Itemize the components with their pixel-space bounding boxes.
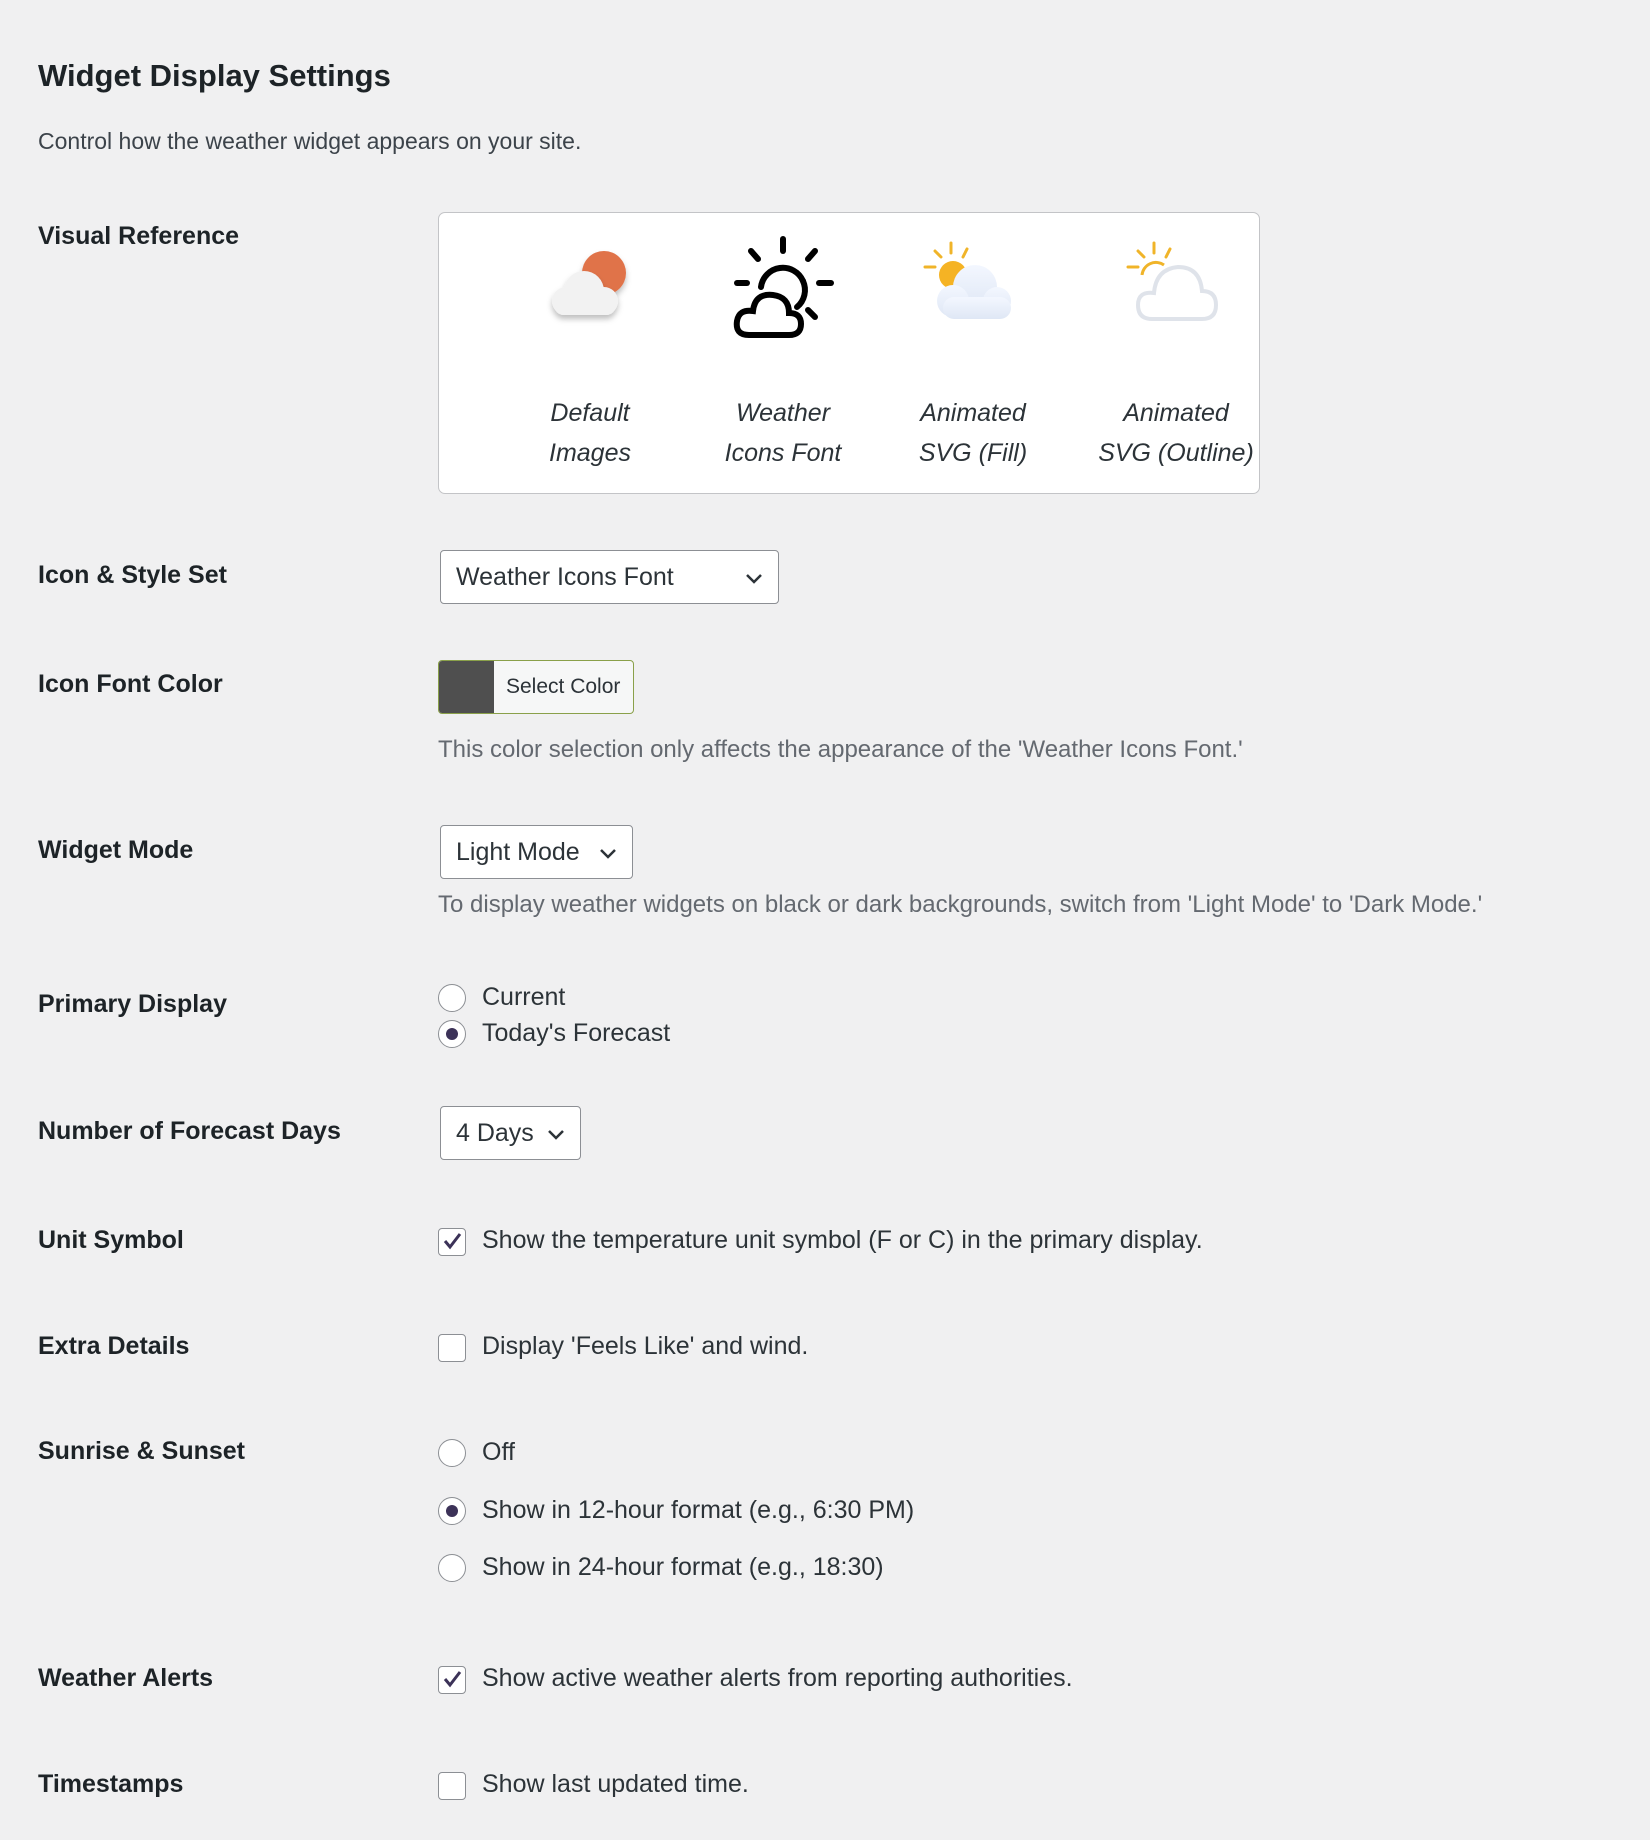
chevron-down-icon	[546, 1124, 566, 1144]
unit-symbol-text: Show the temperature unit symbol (F or C) in the primary display.	[482, 1226, 1203, 1254]
icon-style-set-value: Weather Icons Font	[456, 563, 674, 591]
weather-alerts-text: Show active weather alerts from reporting authorities.	[482, 1664, 1073, 1692]
select-color-button[interactable]	[438, 660, 634, 714]
radio-off-label: Off	[482, 1438, 515, 1466]
unit-symbol-label: Unit Symbol	[38, 1226, 184, 1254]
partly-cloudy-font-icon	[723, 235, 843, 345]
visual-reference-label: Visual Reference	[38, 222, 240, 250]
widget-mode-label: Widget Mode	[38, 836, 194, 864]
radio-off[interactable]	[438, 1439, 466, 1467]
checkmark-icon	[441, 1668, 463, 1690]
reference-caption-line1: Animated	[920, 399, 1026, 427]
weather-alerts-label: Weather Alerts	[38, 1664, 214, 1692]
icon-font-color-description: This color selection only affects the appearance of the 'Weather Icons Font.'	[438, 736, 1243, 763]
radio-current-label: Current	[482, 983, 566, 1011]
radio-12-hour[interactable]	[438, 1497, 466, 1525]
forecast-days-label: Number of Forecast Days	[38, 1117, 341, 1145]
widget-mode-value: Light Mode	[456, 838, 580, 866]
extra-details-label: Extra Details	[38, 1332, 190, 1360]
forecast-days-value: 4 Days	[456, 1119, 534, 1147]
color-swatch	[439, 661, 494, 713]
icon-style-set-label: Icon & Style Set	[38, 561, 227, 589]
reference-caption-line1: Weather	[735, 399, 831, 427]
page-intro: Control how the weather widget appears on your site.	[38, 128, 582, 154]
radio-todays-forecast-label: Today's Forecast	[482, 1019, 671, 1047]
radio-todays-forecast[interactable]	[438, 1020, 466, 1048]
icon-style-set-select[interactable]	[440, 550, 779, 604]
radio-24-hour-label: Show in 24-hour format (e.g., 18:30)	[482, 1553, 884, 1581]
timestamps-label: Timestamps	[38, 1770, 184, 1798]
visual-reference-panel	[438, 212, 1260, 494]
weather-alerts-checkbox[interactable]	[438, 1666, 466, 1694]
primary-display-label: Primary Display	[38, 990, 227, 1018]
extra-details-text: Display 'Feels Like' and wind.	[482, 1332, 809, 1360]
chevron-down-icon	[744, 568, 764, 588]
icon-font-color-label: Icon Font Color	[38, 670, 223, 698]
forecast-days-select[interactable]	[440, 1106, 581, 1160]
reference-caption-line2: Icons Font	[724, 439, 842, 467]
unit-symbol-checkbox[interactable]	[438, 1228, 466, 1256]
chevron-down-icon	[598, 843, 618, 863]
radio-24-hour[interactable]	[438, 1554, 466, 1582]
cloud-sun-outline-icon	[1116, 235, 1236, 335]
reference-caption-line2: Images	[549, 439, 631, 467]
cloud-sun-fill-icon	[913, 235, 1033, 335]
cloud-sun-image-icon	[530, 235, 650, 335]
select-color-label: Select Color	[506, 675, 621, 698]
extra-details-checkbox[interactable]	[438, 1334, 466, 1362]
widget-mode-description: To display weather widgets on black or dark backgrounds, switch from 'Light Mode' to 'Dark Mode.'	[438, 891, 1483, 918]
widget-mode-select[interactable]	[440, 825, 633, 879]
radio-12-hour-label: Show in 12-hour format (e.g., 6:30 PM)	[482, 1496, 915, 1524]
checkmark-icon	[441, 1230, 463, 1252]
reference-caption-line1: Default	[550, 399, 630, 427]
timestamps-text: Show last updated time.	[482, 1770, 749, 1798]
timestamps-checkbox[interactable]	[438, 1772, 466, 1800]
sunrise-sunset-label: Sunrise & Sunset	[38, 1437, 245, 1465]
reference-caption-line2: SVG (Outline)	[1098, 439, 1254, 467]
page-title: Widget Display Settings	[38, 58, 391, 93]
reference-caption-line1: Animated	[1123, 399, 1229, 427]
radio-current[interactable]	[438, 984, 466, 1012]
reference-caption-line2: SVG (Fill)	[918, 439, 1028, 467]
